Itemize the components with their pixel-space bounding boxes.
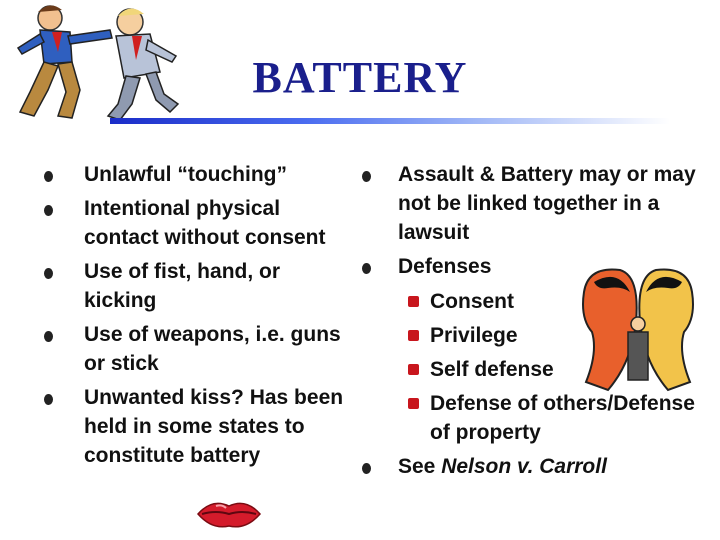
bullet-dot-icon (44, 394, 53, 405)
bullet-dot-icon (362, 171, 371, 182)
title-underline (110, 118, 670, 124)
left-bullet-5: Unwanted kiss? Has been held in some states to constitute battery (44, 383, 344, 470)
left-bullet-1: Unlawful “touching” (44, 160, 344, 189)
case-citation: Nelson v. Carroll (441, 455, 607, 478)
bullet-dot-icon (44, 268, 53, 279)
bullet-dot-icon (44, 205, 53, 216)
right-bullet-1: Assault & Battery may or may not be linked together in a lawsuit (362, 160, 702, 247)
bullet-dot-icon (44, 331, 53, 342)
square-bullet-icon (408, 364, 419, 375)
square-bullet-icon (408, 398, 419, 409)
bullet-dot-icon (44, 171, 53, 182)
slide-title: BATTERY (252, 53, 468, 102)
defense-item: Consent (398, 287, 702, 316)
right-bullet-3: See Nelson v. Carroll (362, 452, 702, 481)
square-bullet-icon (408, 296, 419, 307)
square-bullet-icon (408, 330, 419, 341)
left-bullet-2: Intentional physical contact without consent (44, 194, 344, 252)
lips-clipart (196, 496, 262, 532)
bullet-dot-icon (362, 463, 371, 474)
defense-item: Defense of others/Defense of property (398, 389, 702, 447)
left-bullet-3: Use of fist, hand, or kicking (44, 257, 344, 315)
left-bullet-list (44, 160, 344, 475)
defense-item: Self defense (398, 355, 702, 384)
right-bullet-2: Defenses Consent Privilege Self defense Defense of others/Defense of property (362, 252, 702, 447)
defense-item: Privilege (398, 321, 702, 350)
left-bullet-4: Use of weapons, i.e. guns or stick (44, 320, 344, 378)
faces-clipart (578, 262, 698, 400)
bullet-dot-icon (362, 263, 371, 274)
